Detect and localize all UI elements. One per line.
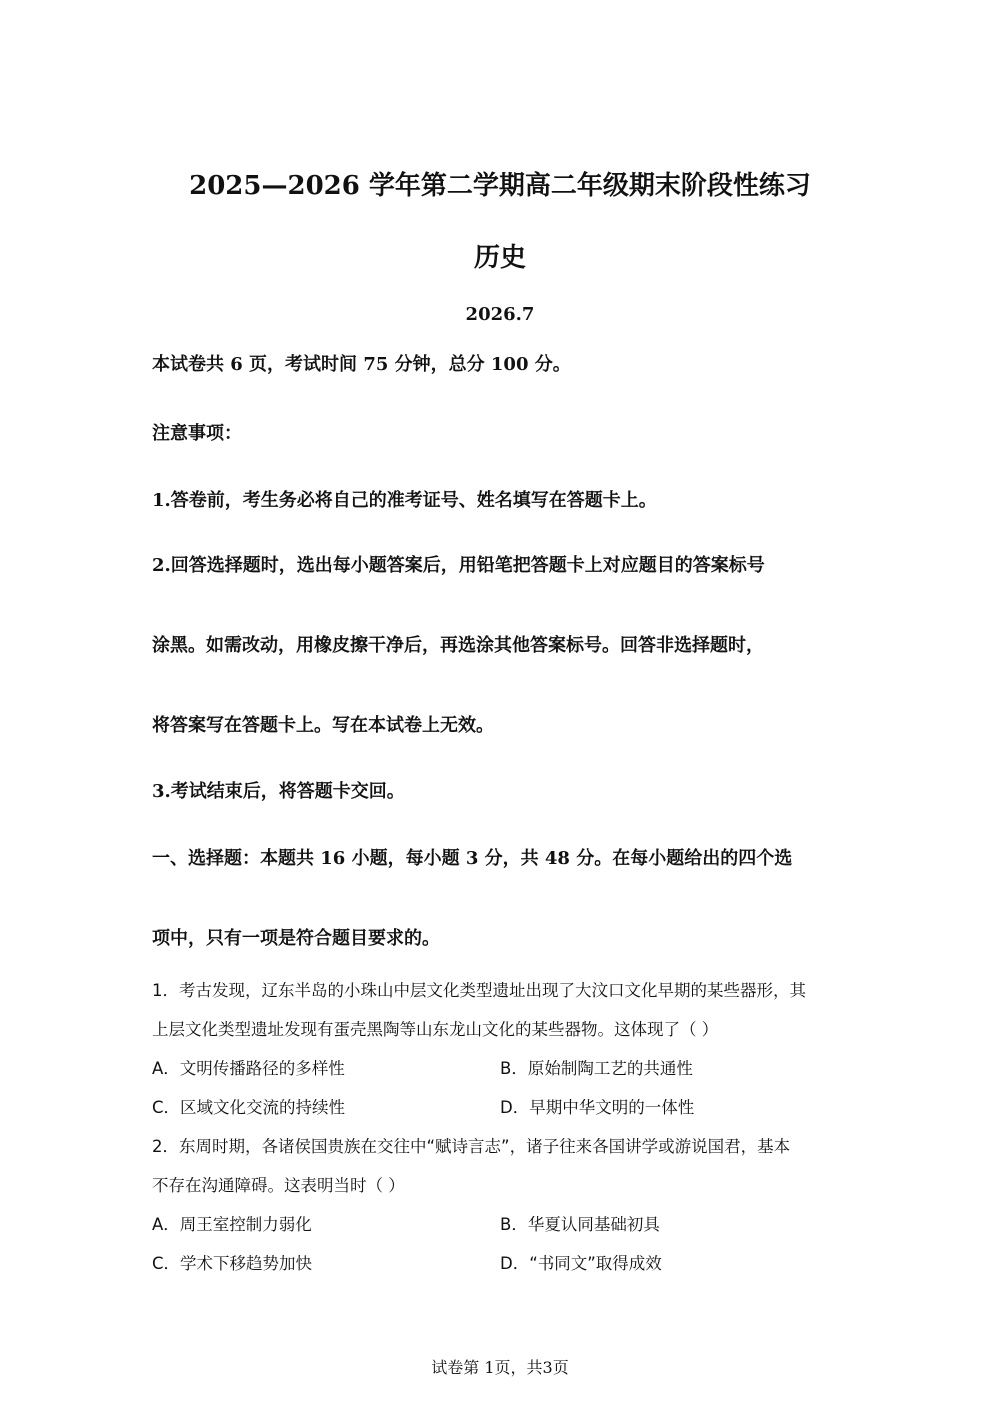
question-1-option-a: A．文明传播路径的多样性 — [152, 1059, 345, 1078]
exam-summary: 本试卷共 6 页，考试时间 75 分钟，总分 100 分。 — [152, 354, 571, 375]
section-heading-line-1: 一、选择题：本题共 16 小题，每小题 3 分，共 48 分。在每小题给出的四个选 — [152, 848, 793, 869]
question-1-line-1: 1．考古发现，辽东半岛的小珠山中层文化类型遗址出现了大汶口文化早期的某些器形，其 — [152, 981, 806, 1000]
notice-item-1: 1.答卷前，考生务必将自己的准考证号、姓名填写在答题卡上。 — [152, 490, 657, 511]
notice-item-2-line-3: 将答案写在答题卡上。写在本试卷上无效。 — [152, 715, 494, 736]
question-2-line-1: 2．东周时期，各诸侯国贵族在交往中“赋诗言志”，诸子往来各国讲学或游说国君，基本 — [152, 1137, 791, 1156]
subject-title: 历史 — [473, 243, 526, 273]
question-2-line-2: 不存在沟通障碍。这表明当时（ ） — [152, 1176, 405, 1195]
question-2-option-b: B．华夏认同基础初具 — [500, 1215, 660, 1234]
exam-date: 2026.7 — [465, 304, 535, 325]
question-1-option-b: B．原始制陶工艺的共通性 — [500, 1059, 693, 1078]
question-2-option-c: C．学术下移趋势加快 — [152, 1254, 313, 1273]
section-heading-line-2: 项中，只有一项是符合题目要求的。 — [152, 928, 440, 949]
notice-heading: 注意事项： — [152, 423, 242, 444]
question-1-option-c: C．区域文化交流的持续性 — [152, 1098, 346, 1117]
page-footer: 试卷第 1页，共3页 — [431, 1358, 569, 1377]
notice-item-2-line-2: 涂黑。如需改动，用橡皮擦干净后，再选涂其他答案标号。回答非选择题时， — [152, 635, 764, 656]
question-1-option-d: D．早期中华文明的一体性 — [500, 1098, 695, 1117]
notice-item-3: 3.考试结束后，将答题卡交回。 — [152, 781, 405, 802]
notice-item-2-line-1: 2.回答选择题时，选出每小题答案后，用铅笔把答题卡上对应题目的答案标号 — [152, 555, 765, 576]
exam-title: 2025—2026 学年第二学期高二年级期末阶段性练习 — [189, 171, 811, 201]
question-2-option-a: A．周王室控制力弱化 — [152, 1215, 312, 1234]
question-1-line-2: 上层文化类型遗址发现有蛋壳黑陶等山东龙山文化的某些器物。这体现了（ ） — [152, 1020, 719, 1039]
question-2-option-d: D．“书同文”取得成效 — [500, 1254, 662, 1273]
